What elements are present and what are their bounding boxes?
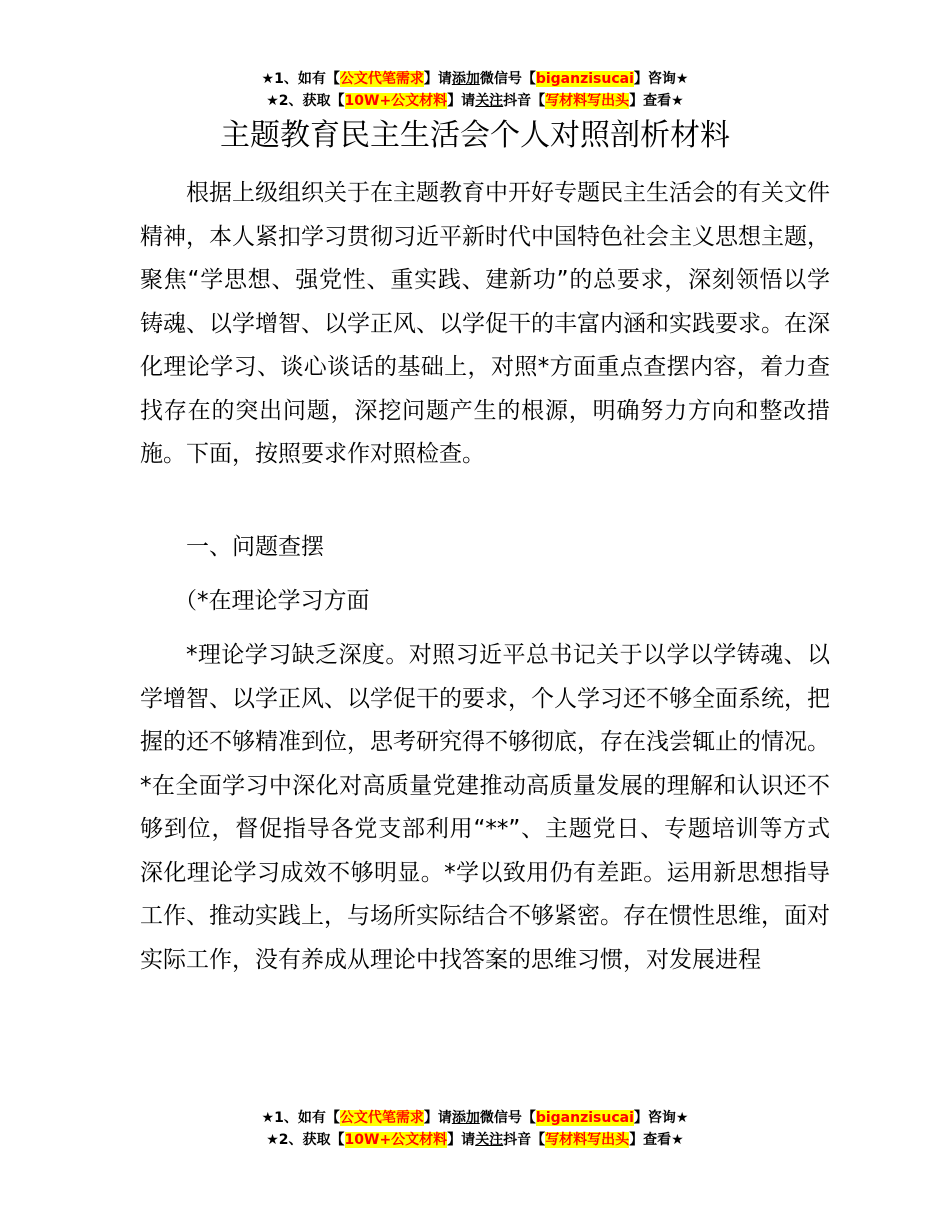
banner-text: 】请 <box>423 1110 452 1126</box>
highlight-text: 公文代笔需求 <box>339 1110 424 1126</box>
subsection-heading <box>140 580 830 624</box>
banner-text: 】请 <box>447 93 476 109</box>
banner-text: 抖音【 <box>503 1132 546 1148</box>
banner-text: ★1、如有【 <box>261 1110 340 1126</box>
banner-text: 抖音【 <box>503 93 546 109</box>
banner-text: ★1、如有【 <box>261 71 340 87</box>
intro-text: 根据上级组织关于在主题教育中开好专题民主生活会的有关文件精神，本人紧扣学习贯彻习近平新时代中国特色社会主义思想主题，聚焦“学思想、强党性、重实践、建新功”的总要求，深刻领悟以学铸魂、以学增智、以学正风、以学促干的丰富内涵和实践要求。在深化理论学习、谈心谈话的基础上，对照*方面重点查摆内容，着力查找存在的突出问题，深挖问题产生的根源，明确努力方向和整改措施。下面，按照要求作对照检查。 <box>140 180 830 467</box>
banner-text: 】咨询★ <box>633 71 689 87</box>
highlight-text: 公文代笔需求 <box>339 71 424 87</box>
intro-paragraph <box>140 172 830 477</box>
banner-text: 】请 <box>423 71 452 87</box>
highlight-text: 10W+公文材料 <box>344 1132 448 1148</box>
highlight-text: 写材料写出头 <box>545 93 630 109</box>
highlight-text: 10W+公文材料 <box>344 93 448 109</box>
content-paragraph <box>140 634 830 982</box>
banner-text: 】咨询★ <box>633 1110 689 1126</box>
banner-text: 微信号【 <box>479 1110 536 1126</box>
header-banner <box>0 68 950 112</box>
highlight-text: biganzisucai <box>535 1110 634 1126</box>
subsection-heading-text: （*在理论学习方面 <box>174 588 370 614</box>
emphasis-text: 添加 <box>451 1110 480 1126</box>
highlight-text: 写材料写出头 <box>545 1132 630 1148</box>
footer-banner <box>0 1107 950 1151</box>
banner-text: 】查看★ <box>629 1132 684 1148</box>
document-title: 主题教育民主生活会个人对照剖析材料 <box>220 118 730 153</box>
content-text: *理论学习缺乏深度。对照习近平总书记关于以学以学铸魂、以学增智、以学正风、以学促干的要求，个人学习还不够全面系统，把握的还不够精准到位，思考研究得不够彻底，存在浅尝辄止的情况。*在全面学习中深化对高质量党建推动高质量发展的理解和认识还不够到位，督促指导各党支部利用“**”、主题党日、专题培训等方式深化理论学习成效不够明显。*学以致用仍有差距。运用新思想指导工作、推动实践上，与场所实际结合不够紧密。存在惯性思维，面对实际工作，没有养成从理论中找答案的思维习惯，对发展进程 <box>140 642 830 973</box>
banner-line-2 <box>0 90 950 112</box>
banner-text: ★2、获取【 <box>266 1132 345 1148</box>
banner-text: ★2、获取【 <box>266 93 345 109</box>
banner-line-1 <box>0 1107 950 1129</box>
highlight-text: biganzisucai <box>535 71 634 87</box>
banner-text: 】查看★ <box>629 93 684 109</box>
emphasis-text: 添加 <box>451 71 480 87</box>
section-heading-text: 一、问题查摆 <box>186 534 324 560</box>
emphasis-text: 关注 <box>475 93 504 109</box>
emphasis-text: 关注 <box>475 1132 504 1148</box>
banner-text: 】请 <box>447 1132 476 1148</box>
section-heading <box>140 526 830 570</box>
banner-text: 微信号【 <box>479 71 536 87</box>
banner-line-2 <box>0 1129 950 1151</box>
banner-line-1 <box>0 68 950 90</box>
